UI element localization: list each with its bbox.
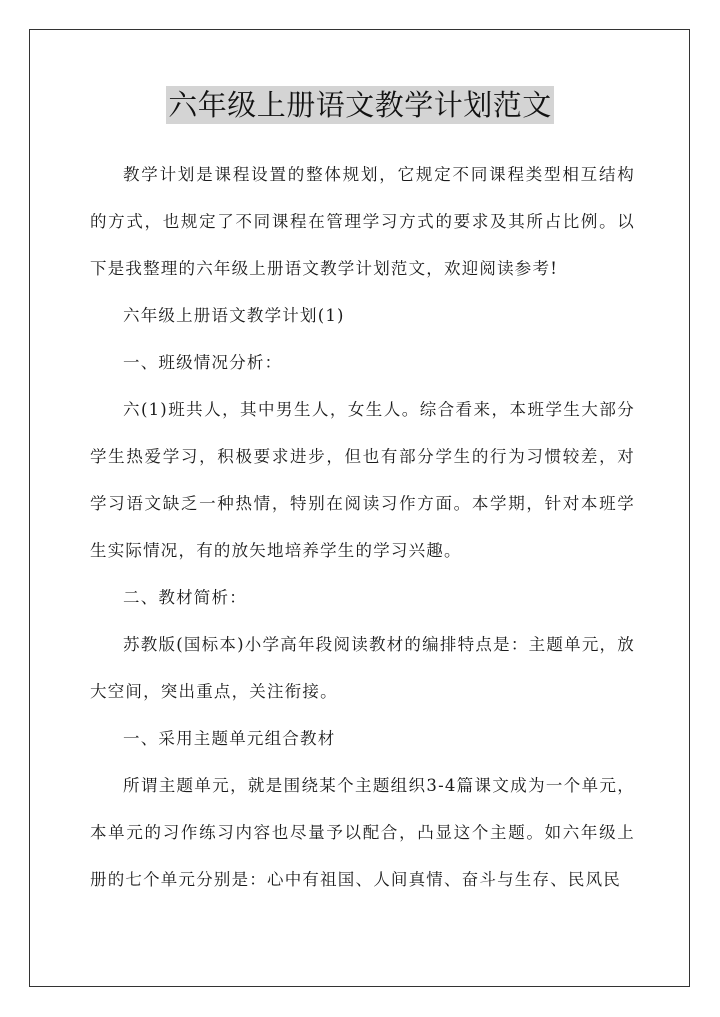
intro-paragraph: 教学计划是课程设置的整体规划，它规定不同课程类型相互结构的方式，也规定了不同课程在管理学习方式的要求及其所占比例。以下是我整理的六年级上册语文教学计划范文，欢迎阅读参考!	[90, 165, 635, 278]
section-heading-theme-units: 一、采用主题单元组合教材	[123, 729, 336, 748]
document-title: 六年级上册语文教学计划范文	[168, 88, 552, 122]
section-heading-class-analysis: 一、班级情况分析：	[123, 353, 283, 372]
theme-units-paragraph: 所谓主题单元，就是围绕某个主题组织3-4篇课文成为一个单元，本单元的习作练习内容也尽量予以配合，凸显这个主题。如六年级上册的七个单元分别是：心中有祖国、人间真情、奋斗与生存、民风民	[90, 776, 635, 889]
document-body	[90, 151, 635, 903]
section-heading-plan-1: 六年级上册语文教学计划(1)	[123, 306, 345, 325]
textbook-analysis-paragraph: 苏教版(国标本)小学高年段阅读教材的编排特点是：主题单元，放大空间，突出重点，关注衔接。	[90, 635, 635, 701]
section-heading-textbook-analysis: 二、教材简析：	[123, 588, 247, 607]
title-container	[0, 86, 720, 124]
class-analysis-paragraph: 六(1)班共人，其中男生人，女生人。综合看来，本班学生大部分学生热爱学习，积极要求进步，但也有部分学生的行为习惯较差，对学习语文缺乏一种热情，特别在阅读习作方面。本学期，针对本班学生实际情况，有的放矢地培养学生的学习兴趣。	[90, 400, 635, 560]
